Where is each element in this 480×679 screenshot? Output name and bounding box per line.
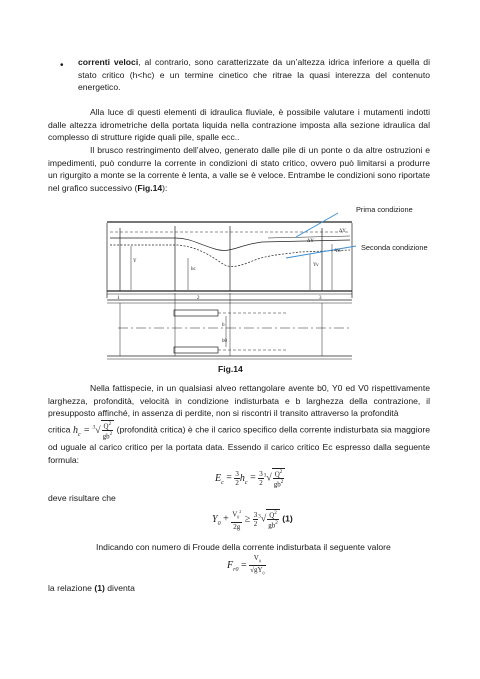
section-num-2: 2 [197,296,200,301]
bullet-text: , al contrario, sono caratterizzate da un’altezza idrica inferiore a quella di stato critico (h<hc) e un termine cinetico che ritrae la quasi interezza del contenuto energetico. [78,57,430,93]
symbol-yo: Yo [335,249,341,254]
paragraph-1: Alla luce di questi elementi di idraulica fluviale, è possibile valutare i mutamenti indotti dalle altezza idrometriche della portata liquida nella contrazione imposta alla sezione idraulica dal complesso di strutture rigide quali pile, spalle ecc.. [48,107,430,143]
paragraph-4 [48,420,430,466]
symbol-dy-bottom: ΔY [307,239,314,244]
relazione-paragraph [48,582,135,595]
relazione-lead: la relazione [48,583,92,593]
symbol-yv: Yv [313,263,319,268]
pier-top [174,310,218,316]
deve-risultare: deve risultare che [48,493,116,503]
bullet-lead: correnti veloci [78,57,139,67]
critical-depth-formula: $h_c = ^3√$ $\frac{Q^2}{gb^2}$ [72,422,113,441]
section-num-3: 3 [319,296,322,301]
arrow-first-condition [296,213,338,237]
symbol-b0: b0 [222,339,227,344]
pier-bottom [174,347,218,353]
symbol-dy-top: ΔY [339,229,346,234]
symbol-hc: hc [191,267,196,272]
bullet-dot: • [60,60,64,71]
section-num-1: 1 [117,296,120,301]
energy-line-second [268,236,350,238]
froude-paragraph: Indicando con numero di Froude della corrente indisturbata il seguente valore [96,542,391,552]
paragraph-4-lead: critica [48,424,71,435]
relazione-tail: diventa [107,583,135,593]
paragraph-2-text: Il brusco restringimento dell’alveo, generato dalle pile di un ponte o da altre ostruzioni e impedimenti, può condurre la corrente in condizioni di stato critico, ovvero può limitarsi a produrre un rigurgito a monte se la corrente è lenta, a valle se è veloce. Entrambe le condizioni sono riportate nel grafico successivo ( [48,145,430,193]
froude-formula: $F_{r0}$ = $\frac{V_0}{√gY_0}$ [227,554,265,576]
inequality-formula: $Y_0$ + $\frac{V_0^2}{2g}$ ≥ $\frac{3}{2}$ $^3$√ $\frac{Q^2}{gb^2}$ (1) [212,509,293,531]
critical-energy-formula: $E_c$ = $\frac{3}{2}$ $h_c$ = $\frac{3}{2}$ $^3$√ $\frac{Q^2}{gb^2}$ [215,469,284,489]
equation-label: (1) [282,513,293,524]
paragraph-3: Nella fattispecie, in un qualsiasi alveo rettangolare avente b0, Y0 ed V0 rispettivamente larghezza, profondità, velocità in condizione indisturbata e b larghezza della contrazione, il presupposto affinché, in assenza di perdite, non si riscontri il transito attraverso la profondità [48,383,430,419]
paragraph-2-tail: ): [162,182,168,193]
symbol-b: b [222,323,225,328]
label-second-condition: Seconda condizione [361,243,428,252]
relazione-ref: (1) [94,583,105,593]
figure-reference: Fig.14 [137,182,163,193]
symbol-y: Y [133,259,137,264]
label-first-condition: Prima condizione [356,205,413,214]
paragraph-4-text: (profondità critica) è che il carico specifico della corrente indisturbata sia maggiore od uguale al carico critico per la portata data. Essendo il carico critico Ec espresso dalla seguente formula: [48,424,431,465]
figure-caption: Fig.14 [218,364,243,374]
arrow-second-condition [286,246,356,258]
